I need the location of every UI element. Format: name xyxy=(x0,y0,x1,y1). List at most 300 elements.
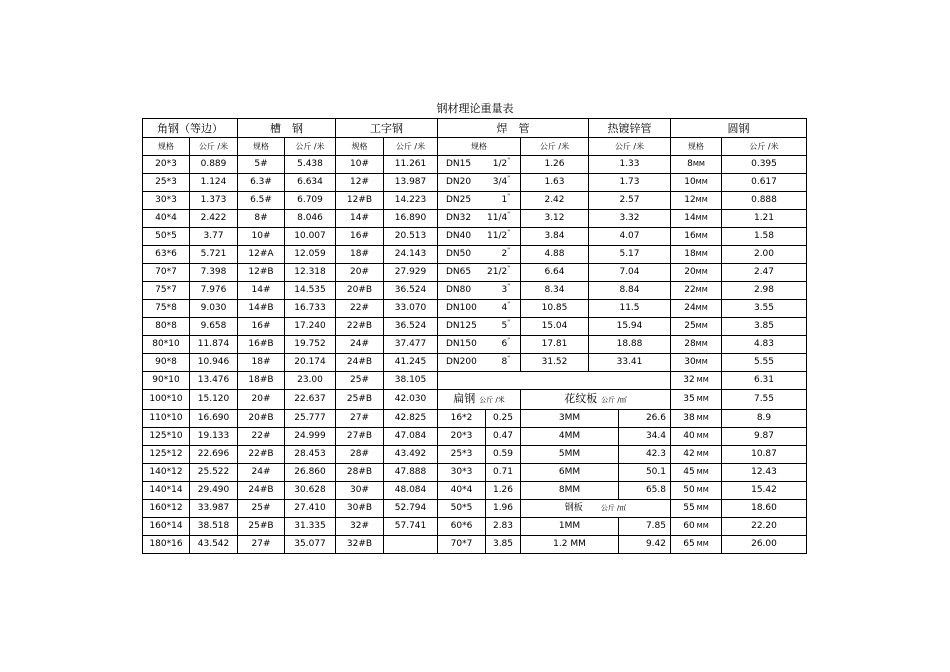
steel-plate-header xyxy=(521,500,671,518)
cell-i: 28#B xyxy=(336,464,384,482)
pipe-spec xyxy=(440,174,518,191)
cell-r xyxy=(671,390,722,410)
pipe-dn: DN125 xyxy=(446,321,477,331)
inch-mark: " xyxy=(507,319,510,326)
cell-r xyxy=(671,318,722,336)
round-unit: MM xyxy=(695,358,708,366)
cell-a: 160*12 xyxy=(143,500,190,518)
cell-rw: 2.00 xyxy=(722,246,807,264)
pipe-inch-value: 1 xyxy=(501,195,508,205)
cell-pw: 31.52 xyxy=(521,354,589,372)
pipe-inch xyxy=(502,318,511,335)
cell-g: 33.41 xyxy=(589,354,671,372)
cell-i: 18# xyxy=(336,246,384,264)
cell-iw: 37.477 xyxy=(384,336,438,354)
cell-h: 1.2 MM xyxy=(521,536,619,554)
table-row xyxy=(143,228,807,246)
cell-hw: 26.6 xyxy=(619,410,671,428)
cell-g: 18.88 xyxy=(589,336,671,354)
cell-h: 6MM xyxy=(521,464,619,482)
pipe-dn: DN20 xyxy=(446,177,472,187)
round-unit: MM xyxy=(696,486,709,494)
cell-aw: 13.476 xyxy=(190,372,238,390)
cell-r xyxy=(671,174,722,192)
cell-iw: 48.084 xyxy=(384,482,438,500)
cell-a: 180*16 xyxy=(143,536,190,554)
cell-r xyxy=(671,464,722,482)
round-size: 28 xyxy=(684,339,696,349)
cell-iw: 36.524 xyxy=(384,318,438,336)
round-size: 32 xyxy=(683,375,695,385)
cell-aw: 25.522 xyxy=(190,464,238,482)
table-row xyxy=(143,446,807,464)
round-unit: MM xyxy=(696,450,709,458)
cell-rw: 15.42 xyxy=(722,482,807,500)
cell-hw: 7.85 xyxy=(619,518,671,536)
cell-f: 20*3 xyxy=(438,428,486,446)
cell-aw: 0.889 xyxy=(190,156,238,174)
cell-i: 24# xyxy=(336,336,384,354)
round-size: 14 xyxy=(684,213,696,223)
pipe-dn: DN50 xyxy=(446,249,472,259)
cell-c: 8# xyxy=(238,210,285,228)
cell-aw: 9.658 xyxy=(190,318,238,336)
cell-c: 25# xyxy=(238,500,285,518)
cell-aw: 2.422 xyxy=(190,210,238,228)
cell-i: 14# xyxy=(336,210,384,228)
cell-cw: 30.628 xyxy=(285,482,336,500)
cell-a: 75*7 xyxy=(143,282,190,300)
cell-a: 80*8 xyxy=(143,318,190,336)
cell-c: 24# xyxy=(238,464,285,482)
page-title: 钢材理论重量表 xyxy=(436,102,514,115)
cell-iw: 52.794 xyxy=(384,500,438,518)
cell-i: 32#B xyxy=(336,536,384,554)
cell-r xyxy=(671,428,722,446)
cell-aw: 3.77 xyxy=(190,228,238,246)
cell-iw: 42.825 xyxy=(384,410,438,428)
cell-f: 40*4 xyxy=(438,482,486,500)
cell-i: 20# xyxy=(336,264,384,282)
round-unit: MM xyxy=(695,268,708,276)
round-size: 60 xyxy=(683,521,695,531)
cell-r xyxy=(671,300,722,318)
cell-g: 2.57 xyxy=(589,192,671,210)
inch-mark: " xyxy=(507,211,510,218)
pipe-spec xyxy=(440,210,518,227)
pipe-inch-value: 2 xyxy=(501,249,508,259)
cell-i: 16# xyxy=(336,228,384,246)
cell-iw: 33.070 xyxy=(384,300,438,318)
cell-hw: 42.3 xyxy=(619,446,671,464)
cell-rw: 9.87 xyxy=(722,428,807,446)
cell-i: 30#B xyxy=(336,500,384,518)
pipe-spec-cell xyxy=(438,192,521,210)
cell-c: 24#B xyxy=(238,482,285,500)
cell-iw: 42.030 xyxy=(384,390,438,410)
cell-rw: 5.55 xyxy=(722,354,807,372)
cell-g: 3.32 xyxy=(589,210,671,228)
cell-c: 22#B xyxy=(238,446,285,464)
cell-a: 40*4 xyxy=(143,210,190,228)
group-header-pipe: 焊 管 xyxy=(438,119,589,138)
round-size: 30 xyxy=(684,357,696,367)
cell-iw: 57.741 xyxy=(384,518,438,536)
cell-aw: 38.518 xyxy=(190,518,238,536)
pipe-spec-cell xyxy=(438,156,521,174)
cell-pw: 1.26 xyxy=(521,156,589,174)
cell-c: 12#B xyxy=(238,264,285,282)
pipe-spec xyxy=(440,282,518,299)
pipe-spec-cell xyxy=(438,264,521,282)
table-row xyxy=(143,336,807,354)
cell-c: 20# xyxy=(238,390,285,410)
inch-mark: " xyxy=(507,193,510,200)
cell-fw: 1.26 xyxy=(486,482,521,500)
round-size: 20 xyxy=(684,267,696,277)
cell-aw: 5.721 xyxy=(190,246,238,264)
cell-r xyxy=(671,192,722,210)
round-size: 24 xyxy=(684,303,696,313)
cell-iw: 20.513 xyxy=(384,228,438,246)
cell-aw: 33.987 xyxy=(190,500,238,518)
cell-rw: 10.87 xyxy=(722,446,807,464)
cell-rw: 0.617 xyxy=(722,174,807,192)
cell-iw: 27.929 xyxy=(384,264,438,282)
cell-i: 12# xyxy=(336,174,384,192)
cell-rw: 2.47 xyxy=(722,264,807,282)
cell-a: 70*7 xyxy=(143,264,190,282)
round-unit: MM xyxy=(696,395,709,403)
flat-steel-header xyxy=(438,390,521,410)
round-size: 16 xyxy=(684,231,696,241)
round-unit: MM xyxy=(695,250,708,258)
cell-aw: 22.696 xyxy=(190,446,238,464)
cell-rw: 22.20 xyxy=(722,518,807,536)
cell-a: 25*3 xyxy=(143,174,190,192)
round-unit: MM xyxy=(696,504,709,512)
table-row xyxy=(143,390,807,410)
group-header-channel: 槽 钢 xyxy=(238,119,336,138)
round-size: 40 xyxy=(683,431,695,441)
cell-pw: 3.12 xyxy=(521,210,589,228)
pipe-spec xyxy=(440,246,518,263)
table-row xyxy=(143,174,807,192)
cell-h: 1MM xyxy=(521,518,619,536)
pipe-spec-cell xyxy=(438,300,521,318)
inch-mark: " xyxy=(507,355,510,362)
cell-a: 90*8 xyxy=(143,354,190,372)
inch-mark: " xyxy=(507,157,510,164)
sub-header-row xyxy=(143,138,807,156)
cell-a: 125*12 xyxy=(143,446,190,464)
pipe-spec-cell xyxy=(438,354,521,372)
round-size: 10 xyxy=(684,177,696,187)
pipe-inch xyxy=(493,156,510,173)
round-unit: MM xyxy=(695,178,708,186)
table-row xyxy=(143,518,807,536)
cell-pw: 4.88 xyxy=(521,246,589,264)
cell-a: 63*6 xyxy=(143,246,190,264)
pipe-dn: DN200 xyxy=(446,357,477,367)
cell-pw: 6.64 xyxy=(521,264,589,282)
cell-a: 30*3 xyxy=(143,192,190,210)
cell-i: 22#B xyxy=(336,318,384,336)
sub-header-unit: 公斤 /米 xyxy=(589,138,671,156)
table-row xyxy=(143,192,807,210)
table-row xyxy=(143,372,807,390)
pipe-spec xyxy=(440,264,518,281)
cell-c: 16#B xyxy=(238,336,285,354)
cell-i: 10# xyxy=(336,156,384,174)
flat-steel-name: 扁钢 xyxy=(453,392,476,405)
cell-rw: 3.85 xyxy=(722,318,807,336)
table-row xyxy=(143,300,807,318)
inch-mark: " xyxy=(507,175,510,182)
cell-fw: 3.85 xyxy=(486,536,521,554)
cell-r xyxy=(671,536,722,554)
cell-pw: 1.63 xyxy=(521,174,589,192)
cell-cw: 35.077 xyxy=(285,536,336,554)
pipe-inch-value: 21/2 xyxy=(487,267,508,277)
cell-r xyxy=(671,264,722,282)
cell-h: 5MM xyxy=(521,446,619,464)
cell-a: 140*14 xyxy=(143,482,190,500)
round-unit: MM xyxy=(695,340,708,348)
pipe-inch xyxy=(502,336,511,353)
table-row xyxy=(143,536,807,554)
group-header-round: 圆钢 xyxy=(671,119,807,138)
cell-a: 110*10 xyxy=(143,410,190,428)
table-row xyxy=(143,156,807,174)
cell-a: 50*5 xyxy=(143,228,190,246)
cell-a: 100*10 xyxy=(143,390,190,410)
cell-aw: 9.030 xyxy=(190,300,238,318)
group-header-row xyxy=(143,119,807,138)
pipe-spec-cell xyxy=(438,282,521,300)
round-size: 45 xyxy=(683,467,695,477)
round-unit: MM xyxy=(696,414,709,422)
round-unit: MM xyxy=(695,232,708,240)
pipe-dn: DN100 xyxy=(446,303,477,313)
cell-h: 3MM xyxy=(521,410,619,428)
cell-cw: 10.007 xyxy=(285,228,336,246)
cell-g: 8.84 xyxy=(589,282,671,300)
cell-c: 14#B xyxy=(238,300,285,318)
cell-r xyxy=(671,210,722,228)
round-size: 35 xyxy=(683,394,695,404)
cell-cw: 24.999 xyxy=(285,428,336,446)
cell-r xyxy=(671,372,722,390)
sub-header-spec: 规格 xyxy=(438,138,521,156)
inch-mark: " xyxy=(507,247,510,254)
cell-iw: 24.143 xyxy=(384,246,438,264)
cell-cw: 5.438 xyxy=(285,156,336,174)
cell-i: 32# xyxy=(336,518,384,536)
pipe-spec xyxy=(440,336,518,353)
cell-iw: 47.084 xyxy=(384,428,438,446)
cell-r xyxy=(671,482,722,500)
cell-r xyxy=(671,354,722,372)
cell-pw: 15.04 xyxy=(521,318,589,336)
round-unit: MM xyxy=(696,432,709,440)
cell-fw: 1.96 xyxy=(486,500,521,518)
cell-a: 125*10 xyxy=(143,428,190,446)
cell-c: 5# xyxy=(238,156,285,174)
cell-aw: 29.490 xyxy=(190,482,238,500)
round-unit: MM xyxy=(695,214,708,222)
cell-rw: 26.00 xyxy=(722,536,807,554)
cell-fw: 0.71 xyxy=(486,464,521,482)
pipe-inch-value: 3 xyxy=(501,285,508,295)
cell-r xyxy=(671,446,722,464)
pipe-inch-value: 11/2 xyxy=(487,231,508,241)
pipe-spec xyxy=(440,354,518,371)
cell-fw: 0.25 xyxy=(486,410,521,428)
cell-g: 7.04 xyxy=(589,264,671,282)
inch-mark: " xyxy=(507,265,510,272)
pipe-inch-value: 5 xyxy=(501,321,508,331)
table-row xyxy=(143,246,807,264)
cell-c: 6.5# xyxy=(238,192,285,210)
cell-iw: 47.888 xyxy=(384,464,438,482)
cell-f: 70*7 xyxy=(438,536,486,554)
sub-header-spec: 规格 xyxy=(671,138,722,156)
cell-i: 27#B xyxy=(336,428,384,446)
cell-r xyxy=(671,500,722,518)
cell-pw: 17.81 xyxy=(521,336,589,354)
group-header-galv: 热镀锌管 xyxy=(589,119,671,138)
cell-cw: 6.709 xyxy=(285,192,336,210)
table-row xyxy=(143,464,807,482)
cell-g: 15.94 xyxy=(589,318,671,336)
cell-a: 160*14 xyxy=(143,518,190,536)
cell-g: 5.17 xyxy=(589,246,671,264)
round-unit: MM xyxy=(696,540,709,548)
pipe-inch xyxy=(487,264,510,281)
cell-rw: 0.888 xyxy=(722,192,807,210)
pipe-dn: DN40 xyxy=(446,231,472,241)
cell-hw: 50.1 xyxy=(619,464,671,482)
pipe-spec-cell xyxy=(438,336,521,354)
cell-aw: 15.120 xyxy=(190,390,238,410)
pipe-dn: DN65 xyxy=(446,267,472,277)
cell-fw: 0.59 xyxy=(486,446,521,464)
pipe-spec xyxy=(440,300,518,317)
inch-mark: " xyxy=(507,229,510,236)
round-size: 38 xyxy=(683,413,695,423)
cell-r xyxy=(671,518,722,536)
pipe-inch xyxy=(502,282,511,299)
cell-a: 75*8 xyxy=(143,300,190,318)
sub-header-unit: 公斤 /米 xyxy=(722,138,807,156)
cell-r xyxy=(671,156,722,174)
checker-plate-header xyxy=(521,390,671,410)
cell-aw: 7.398 xyxy=(190,264,238,282)
group-header-angle: 角钢（等边） xyxy=(143,119,238,138)
cell-iw: 41.245 xyxy=(384,354,438,372)
table-row xyxy=(143,318,807,336)
cell-r xyxy=(671,282,722,300)
cell-iw: 14.223 xyxy=(384,192,438,210)
cell-cw: 12.318 xyxy=(285,264,336,282)
cell-c: 18#B xyxy=(238,372,285,390)
cell-aw: 11.874 xyxy=(190,336,238,354)
pipe-inch-value: 4 xyxy=(501,303,508,313)
cell-rw: 12.43 xyxy=(722,464,807,482)
cell-cw: 20.174 xyxy=(285,354,336,372)
cell-fw: 2.83 xyxy=(486,518,521,536)
cell-i: 20#B xyxy=(336,282,384,300)
cell-pw: 2.42 xyxy=(521,192,589,210)
round-unit: MM xyxy=(695,286,708,294)
pipe-spec-cell xyxy=(438,246,521,264)
group-header-ibeam: 工字钢 xyxy=(336,119,438,138)
cell-cw: 14.535 xyxy=(285,282,336,300)
checker-plate-unit: 公斤 /㎡ xyxy=(601,396,627,404)
table-row xyxy=(143,482,807,500)
sub-header-unit: 公斤 /米 xyxy=(384,138,438,156)
pipe-spec-cell xyxy=(438,210,521,228)
cell-cw: 31.335 xyxy=(285,518,336,536)
cell-i: 22# xyxy=(336,300,384,318)
steel-plate-unit: 公斤 /㎡ xyxy=(600,504,627,512)
cell-rw: 7.55 xyxy=(722,390,807,410)
pipe-inch xyxy=(493,174,510,191)
cell-c: 27# xyxy=(238,536,285,554)
table-row xyxy=(143,428,807,446)
cell-hw: 65.8 xyxy=(619,482,671,500)
round-size: 25 xyxy=(684,321,696,331)
pipe-spec xyxy=(440,228,518,245)
pipe-dn: DN25 xyxy=(446,195,472,205)
flat-steel-unit: 公斤 /米 xyxy=(479,396,505,404)
cell-aw: 16.690 xyxy=(190,410,238,428)
sub-header-spec: 规格 xyxy=(238,138,285,156)
pipe-dn: DN15 xyxy=(446,159,472,169)
cell-iw xyxy=(384,536,438,554)
sub-header-unit: 公斤 /米 xyxy=(521,138,589,156)
cell-r xyxy=(671,410,722,428)
cell-g: 1.33 xyxy=(589,156,671,174)
round-unit: MM xyxy=(696,376,709,384)
round-unit: MM xyxy=(695,196,708,204)
cell-aw: 19.133 xyxy=(190,428,238,446)
pipe-dn: DN80 xyxy=(446,285,472,295)
cell-rw: 0.395 xyxy=(722,156,807,174)
pipe-inch xyxy=(502,300,511,317)
cell-fw: 0.47 xyxy=(486,428,521,446)
inch-mark: " xyxy=(507,301,510,308)
cell-f: 50*5 xyxy=(438,500,486,518)
round-size: 65 xyxy=(683,539,695,549)
cell-iw: 43.492 xyxy=(384,446,438,464)
cell-i: 25# xyxy=(336,372,384,390)
pipe-dn: DN150 xyxy=(446,339,477,349)
cell-iw: 36.524 xyxy=(384,282,438,300)
round-unit: MM xyxy=(692,160,705,168)
pipe-inch-value: 3/4 xyxy=(492,177,508,187)
round-unit: MM xyxy=(696,468,709,476)
cell-c: 10# xyxy=(238,228,285,246)
cell-rw: 6.31 xyxy=(722,372,807,390)
cell-f: 25*3 xyxy=(438,446,486,464)
round-unit: MM xyxy=(696,522,709,530)
pipe-spec-cell xyxy=(438,228,521,246)
cell-cw: 27.410 xyxy=(285,500,336,518)
cell-rw: 3.55 xyxy=(722,300,807,318)
pipe-inch xyxy=(487,228,510,245)
